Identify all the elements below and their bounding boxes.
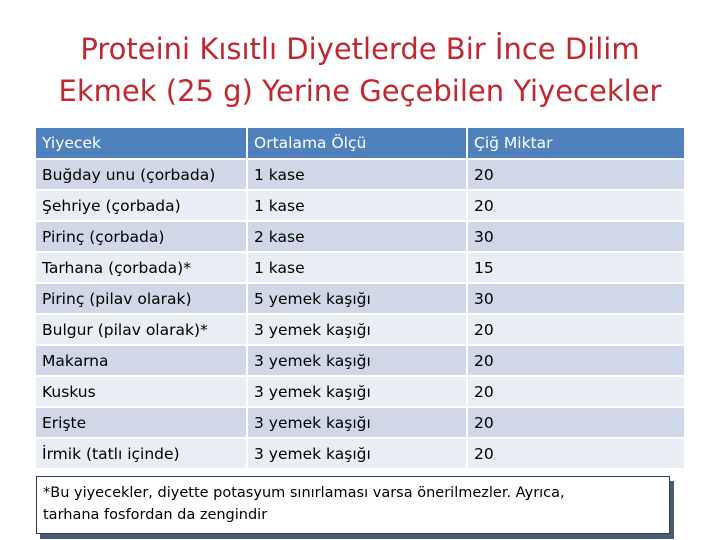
cell-measure: 3 yemek kaşığı bbox=[248, 346, 468, 375]
header-food: Yiyecek bbox=[36, 128, 248, 158]
table-row bbox=[36, 408, 684, 437]
cell-food: Erişte bbox=[36, 408, 248, 437]
cell-measure: 1 kase bbox=[248, 191, 468, 220]
table-row bbox=[36, 284, 684, 313]
food-substitution-table bbox=[36, 126, 684, 470]
cell-amount: 20 bbox=[468, 160, 684, 189]
cell-measure: 1 kase bbox=[248, 253, 468, 282]
cell-food: Makarna bbox=[36, 346, 248, 375]
table-header-row bbox=[36, 128, 684, 158]
cell-amount: 20 bbox=[468, 439, 684, 468]
table-row bbox=[36, 346, 684, 375]
cell-measure: 2 kase bbox=[248, 222, 468, 251]
footnote-line-1: *Bu yiyecekler, diyette potasyum sınırlaması varsa önerilmezler. Ayrıca, bbox=[43, 485, 565, 501]
footnote-box bbox=[36, 476, 670, 534]
table-row bbox=[36, 377, 684, 406]
cell-amount: 20 bbox=[468, 346, 684, 375]
cell-amount: 30 bbox=[468, 222, 684, 251]
table-row bbox=[36, 222, 684, 251]
cell-measure: 1 kase bbox=[248, 160, 468, 189]
cell-measure: 3 yemek kaşığı bbox=[248, 315, 468, 344]
table-row bbox=[36, 191, 684, 220]
table-row bbox=[36, 439, 684, 468]
cell-food: Pirinç (pilav olarak) bbox=[36, 284, 248, 313]
cell-amount: 20 bbox=[468, 377, 684, 406]
cell-food: Pirinç (çorbada) bbox=[36, 222, 248, 251]
cell-amount: 20 bbox=[468, 315, 684, 344]
cell-measure: 3 yemek kaşığı bbox=[248, 439, 468, 468]
cell-food: Kuskus bbox=[36, 377, 248, 406]
table bbox=[36, 126, 684, 470]
cell-measure: 3 yemek kaşığı bbox=[248, 377, 468, 406]
table-row bbox=[36, 160, 684, 189]
cell-food: Buğday unu (çorbada) bbox=[36, 160, 248, 189]
header-raw-amount: Çiğ Miktar bbox=[468, 128, 684, 158]
table-row bbox=[36, 253, 684, 282]
header-average-measure: Ortalama Ölçü bbox=[248, 128, 468, 158]
table-row bbox=[36, 315, 684, 344]
cell-food: İrmik (tatlı içinde) bbox=[36, 439, 248, 468]
cell-measure: 3 yemek kaşığı bbox=[248, 408, 468, 437]
cell-measure: 5 yemek kaşığı bbox=[248, 284, 468, 313]
cell-food: Şehriye (çorbada) bbox=[36, 191, 248, 220]
footnote-line-2: tarhana fosfordan da zengindir bbox=[43, 507, 268, 523]
cell-amount: 20 bbox=[468, 191, 684, 220]
cell-amount: 20 bbox=[468, 408, 684, 437]
cell-amount: 15 bbox=[468, 253, 684, 282]
cell-food: Tarhana (çorbada)* bbox=[36, 253, 248, 282]
title-line-2: Ekmek (25 g) Yerine Geçebilen Yiyecekler bbox=[58, 74, 662, 108]
slide-title bbox=[0, 28, 720, 112]
cell-food: Bulgur (pilav olarak)* bbox=[36, 315, 248, 344]
cell-amount: 30 bbox=[468, 284, 684, 313]
title-line-1: Proteini Kısıtlı Diyetlerde Bir İnce Dilim bbox=[80, 32, 640, 66]
